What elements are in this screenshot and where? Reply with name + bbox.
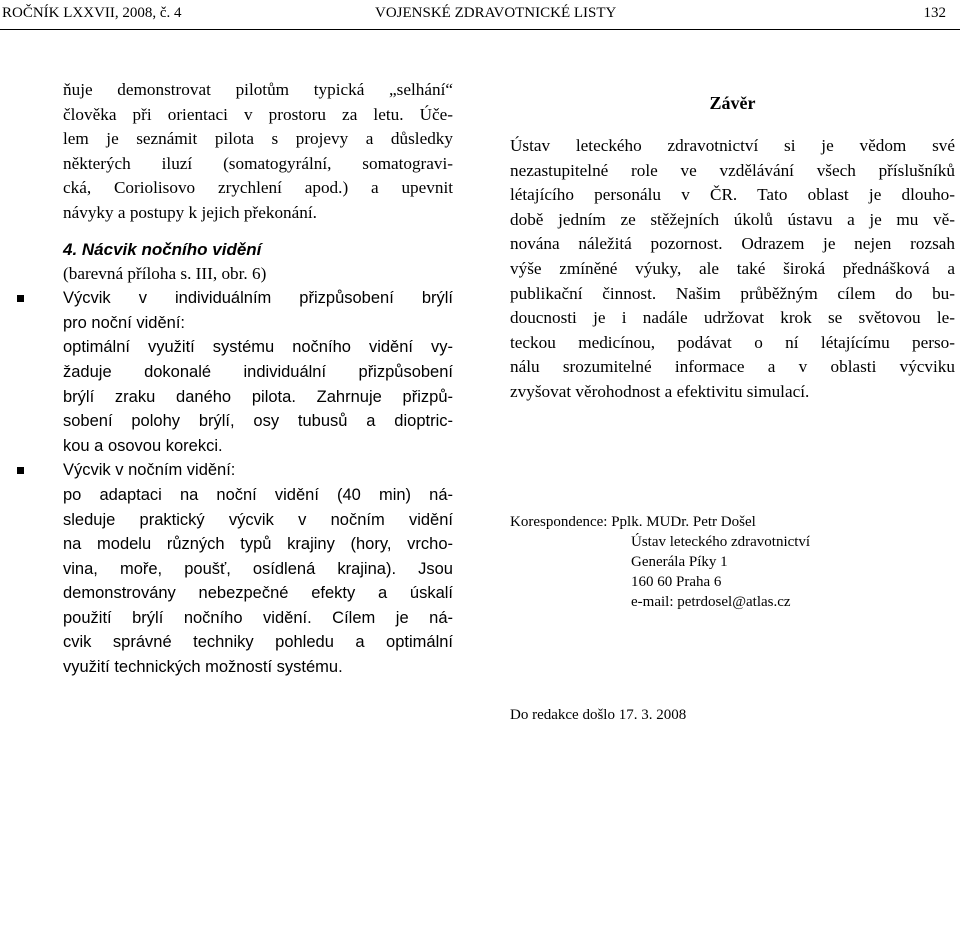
header-rule — [0, 29, 960, 30]
bullet-square-icon — [17, 467, 24, 474]
text-line: publikační činnost. Našim průběžným cílem do bu- — [510, 283, 955, 303]
text-line: teckou medicínou, podávat o ní létajícímu perso- — [510, 332, 955, 352]
text-line: doucnosti je i nadále udržovat krok se světovou le- — [510, 308, 955, 328]
text-line: ňuje demonstrovat pilotům typická „selhání“ — [63, 80, 453, 99]
text-line: některých iluzí (somatogyrální, somatogravi- — [63, 153, 453, 173]
text-line: použití brýlí nočního vidění. Cílem je ná- — [63, 608, 453, 627]
bullet-square-icon — [17, 295, 24, 302]
text-line: člověka při orientaci v prostoru za letu. Úče- — [63, 104, 453, 124]
text-line: výše zmíněné výuky, ale také široká přednášková a — [510, 258, 955, 278]
conclusion-title: Závěr — [709, 93, 756, 113]
text-line: Výcvik v nočním vidění: — [63, 461, 236, 480]
journal-volume: ROČNÍK LXXVII, 2008, č. 4 — [2, 5, 182, 21]
journal-title: VOJENSKÉ ZDRAVOTNICKÉ LISTY — [375, 5, 617, 21]
text-line: lem je seznámit pilota s projevy a důsledky — [63, 129, 453, 149]
text-line: cvik správné techniky pohledu a optimální — [63, 633, 453, 652]
text-line: době jedním ze stěžejních úkolů ústavu a je mu vě- — [510, 209, 955, 229]
page-number: 132 — [923, 5, 946, 21]
right-column — [510, 90, 955, 405]
intro-paragraph — [63, 78, 453, 226]
correspondence-label: Korespondence: Pplk. MUDr. Petr Došel — [510, 514, 756, 530]
text-line: nována náležitá pozornost. Odrazem je nejen rozsah — [510, 234, 955, 254]
text-line: návyky a postupy k jejich překonání. — [63, 202, 317, 222]
list-item — [63, 458, 453, 679]
text-line: létajícího personálu v ČR. Tato oblast je dlouho- — [510, 185, 955, 205]
text-line: po adaptaci na noční vidění (40 min) ná- — [63, 485, 453, 504]
text-line: vina, moře, poušť, osídlená krajina). Jsou — [63, 559, 453, 578]
text-line: optimální využití systému nočního vidění vy- — [63, 338, 453, 357]
address-line: 160 60 Praha 6 — [631, 574, 722, 590]
conclusion-paragraph — [510, 134, 955, 405]
text-line: Ústav leteckého zdravotnictví si je vědom své — [510, 136, 955, 155]
address-line: Ústav leteckého zdravotnictví — [631, 534, 811, 550]
page-header — [0, 0, 960, 30]
text-line: sobení polohy brýlí, osy tubusů a dioptric- — [63, 412, 453, 431]
text-line: brýlí zraku daného pilota. Zahrnuje přizpů- — [63, 387, 453, 406]
address-line: Generála Píky 1 — [631, 554, 728, 570]
text-line: kou a osovou korekci. — [63, 436, 223, 455]
text-line: sleduje praktický výcvik v nočním vidění — [63, 510, 453, 529]
text-line: zvyšovat věrohodnost a efektivitu simulací. — [510, 381, 810, 401]
text-line: využití technických možností systému. — [63, 658, 343, 677]
email-link[interactable]: e-mail: petrdosel@atlas.cz — [631, 594, 791, 610]
correspondence-block — [510, 512, 810, 612]
list-item — [63, 286, 453, 458]
section-heading: 4. Nácvik nočního vidění — [63, 239, 262, 259]
left-column — [63, 78, 453, 680]
text-line: cká, Coriolisovo zrychlení apod.) a upevnit — [63, 178, 453, 198]
text-line: Výcvik v individuálním přizpůsobení brýlí — [63, 289, 453, 308]
text-line: pro noční vidění: — [63, 313, 185, 332]
text-line: na modelu různých typů krajiny (hory, vrcho- — [63, 535, 453, 554]
text-line: demonstrovány nebezpečné efekty a úskalí — [63, 584, 453, 603]
section-note: (barevná příloha s. III, obr. 6) — [63, 263, 267, 283]
received-date: Do redakce došlo 17. 3. 2008 — [510, 707, 687, 723]
text-line: nálu srozumitelné informace a v oblasti výcviku — [510, 357, 955, 377]
text-line: žaduje dokonalé individuální přizpůsobení — [63, 362, 453, 381]
text-line: nezastupitelné role ve vzdělávání všech příslušníků — [510, 160, 955, 180]
